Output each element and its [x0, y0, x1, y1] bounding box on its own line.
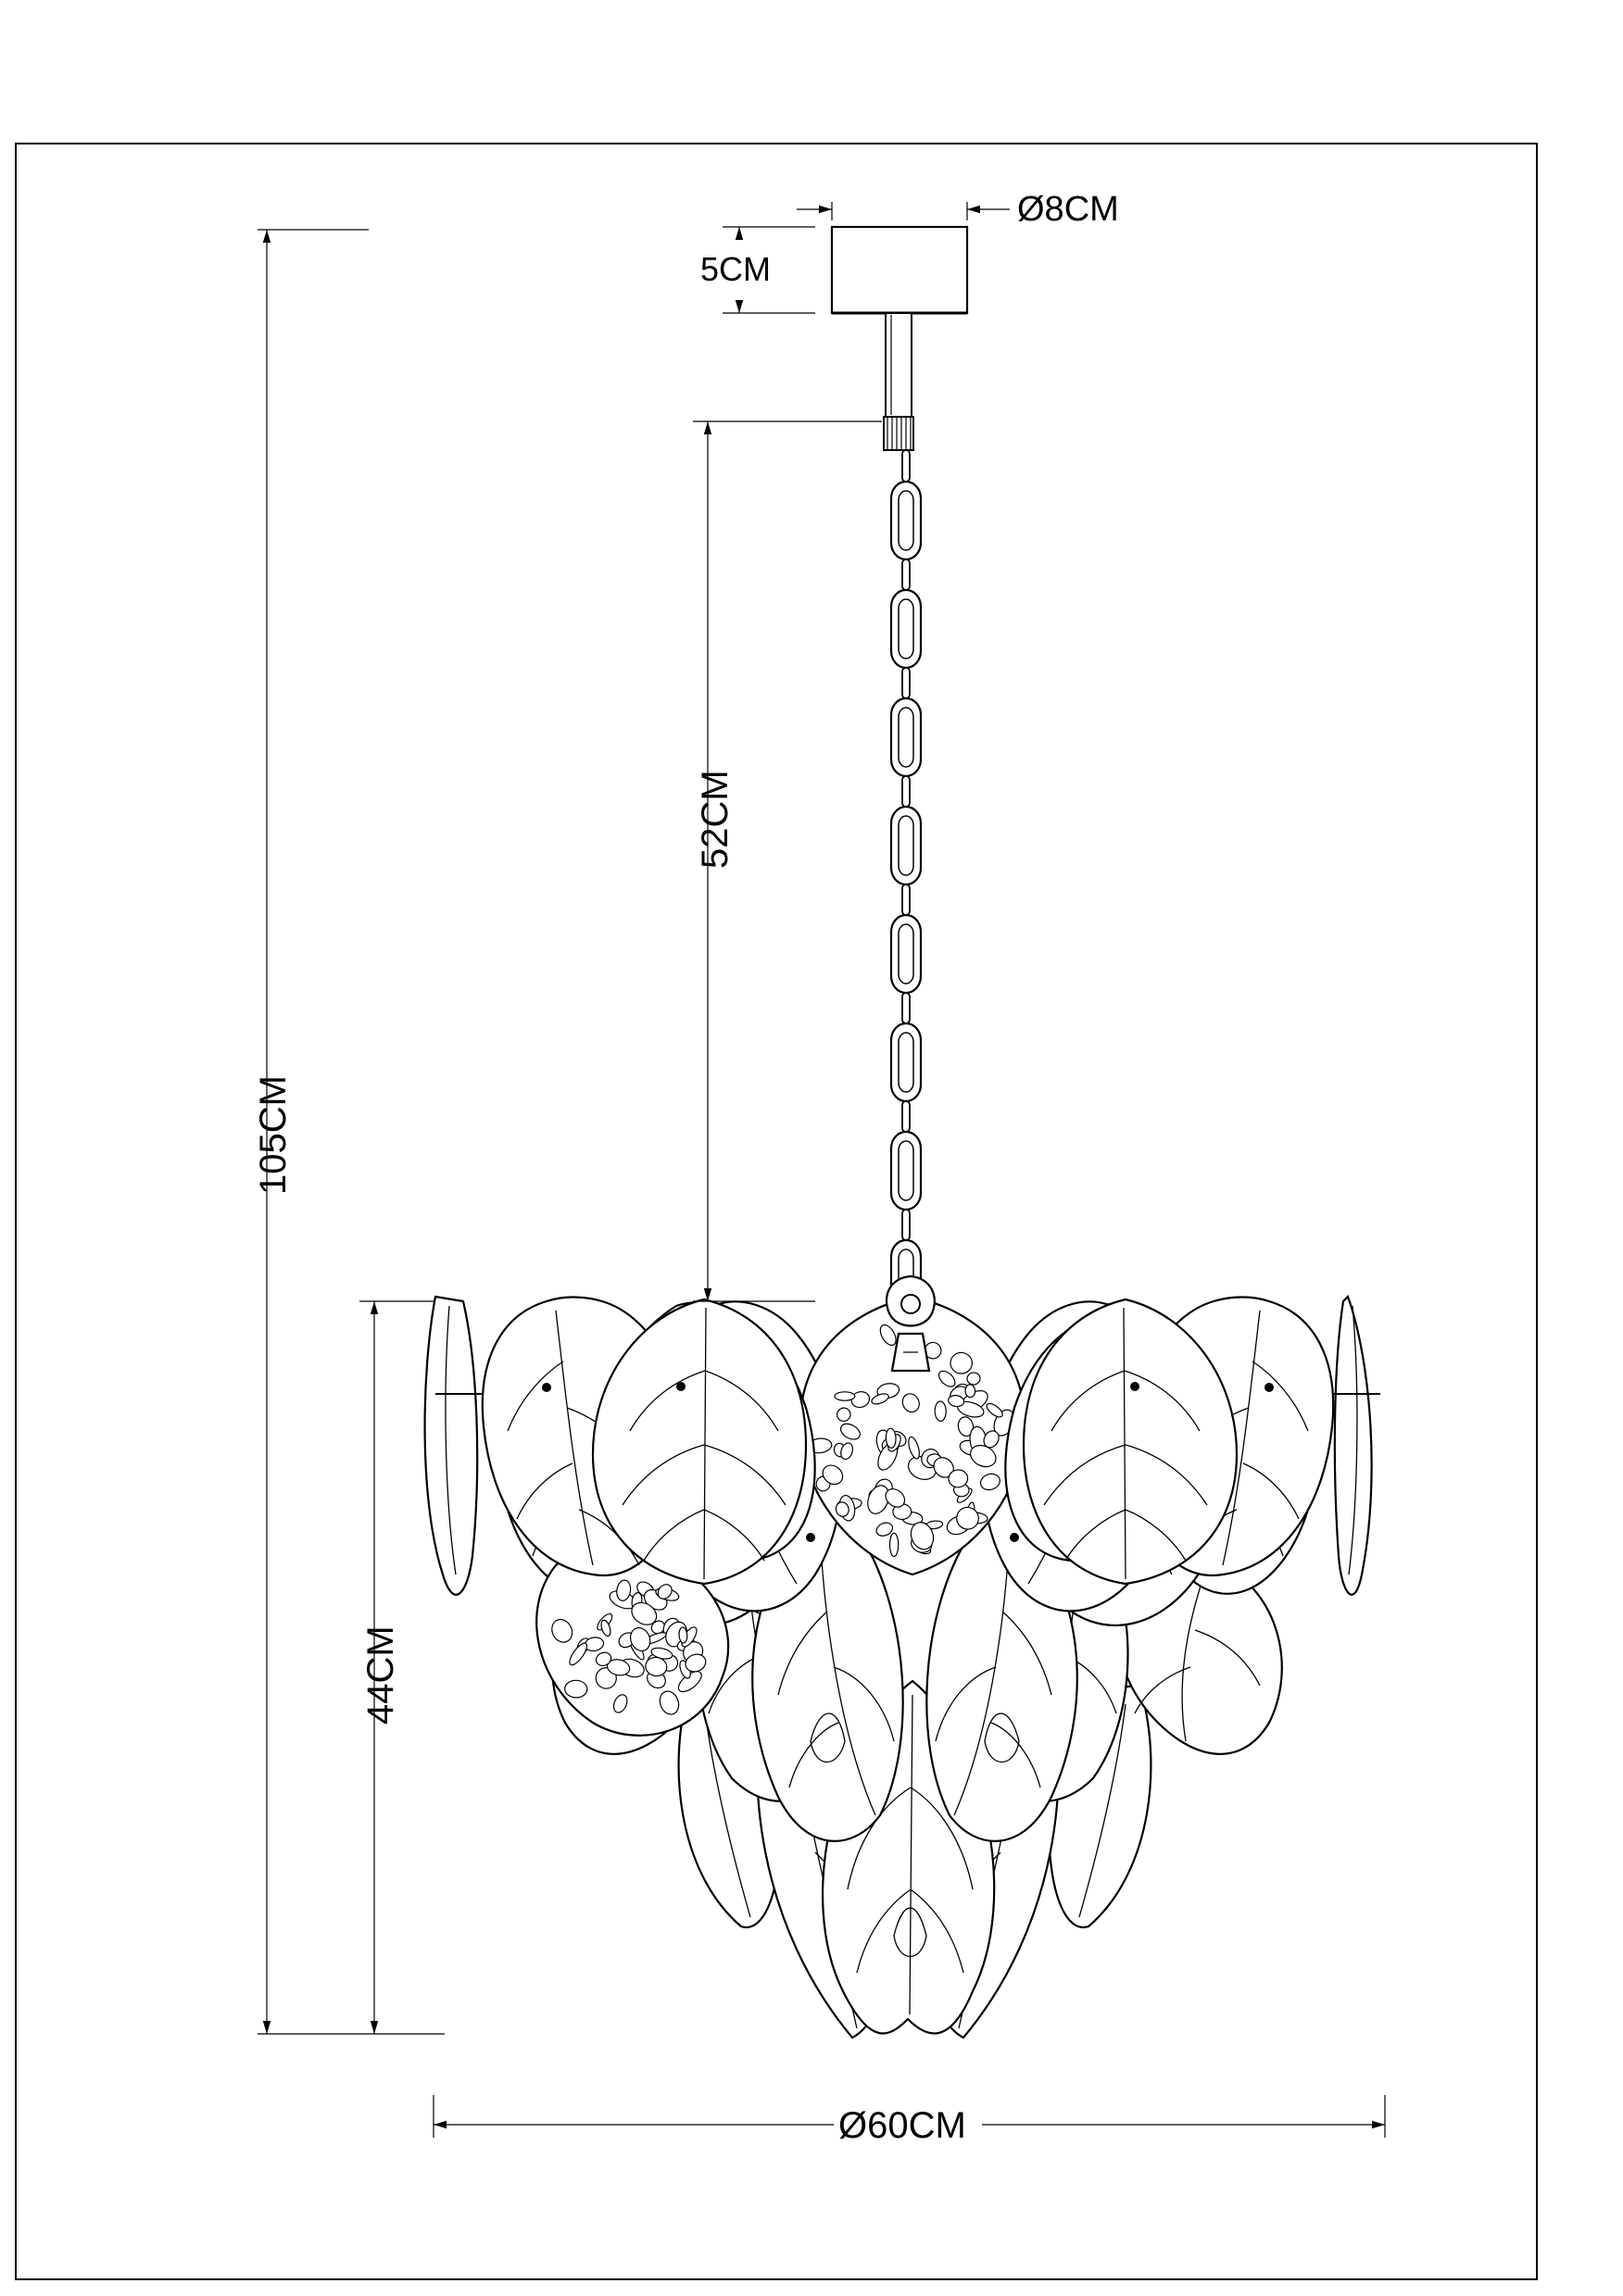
- perforation: [835, 1392, 855, 1400]
- dim-body-diameter: [434, 2095, 1385, 2146]
- dim-canopy-height: [700, 227, 815, 313]
- chain-connector: [902, 450, 910, 482]
- chain-connector: [902, 776, 910, 807]
- label-total-height: 105CM: [253, 1075, 294, 1195]
- chain-link-inner: [899, 924, 913, 984]
- perforation: [965, 1385, 975, 1398]
- label-body-diameter: Ø60CM: [838, 2105, 966, 2146]
- chain-connector: [902, 559, 910, 590]
- chain-link-inner: [899, 708, 913, 767]
- chain-connector: [902, 885, 910, 915]
- label-canopy-height: 5CM: [700, 250, 772, 288]
- chain-link-inner: [899, 599, 913, 659]
- label-body-height: 44CM: [360, 1625, 401, 1725]
- perforation: [564, 1680, 587, 1698]
- side-leaf-left: [425, 1297, 478, 1595]
- side-leaf-right: [1335, 1297, 1372, 1595]
- label-canopy-diameter: Ø8CM: [1017, 190, 1119, 229]
- chain-link-inner: [899, 816, 913, 875]
- chain-link-inner: [899, 1141, 913, 1200]
- perforation: [935, 1401, 946, 1422]
- label-chain-length: 52CM: [695, 770, 736, 869]
- hanging-chain: [891, 450, 921, 1349]
- dim-total-height: [253, 230, 445, 2034]
- chain-connector: [902, 668, 910, 698]
- perforation: [950, 1352, 973, 1374]
- leaf-shade-body: [425, 1276, 1380, 2038]
- drawing-frame: [16, 144, 1537, 2279]
- perforation: [890, 1533, 899, 1556]
- chain-connector: [902, 1101, 910, 1132]
- chain-link-inner: [899, 1033, 913, 1092]
- ceiling-canopy: [832, 227, 967, 450]
- chain-link-inner: [899, 491, 913, 550]
- dim-canopy-diameter: [797, 190, 1119, 229]
- chain-connector: [902, 1210, 910, 1240]
- dim-chain-length: [693, 421, 882, 1301]
- chain-connector: [902, 993, 910, 1023]
